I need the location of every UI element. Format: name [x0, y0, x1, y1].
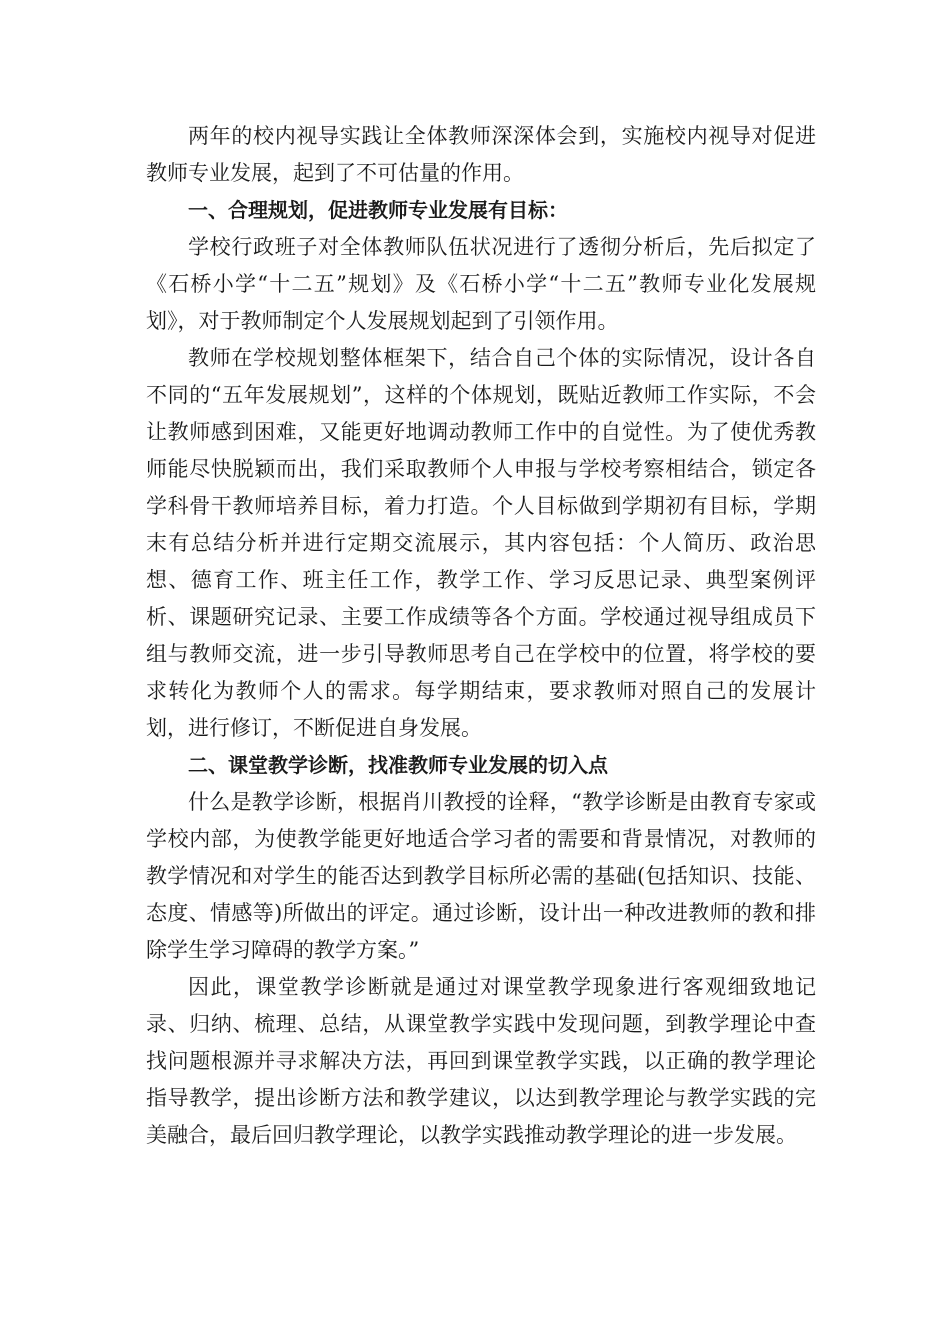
- section-1-paragraph: 教师在学校规划整体框架下，结合自己个体的实际情况，设计各自不同的“五年发展规划”，这样的个体规划，既贴近教师工作实际，不会让教师感到困难，又能更好地调动教师工作中的自觉性。为了使优秀教师能尽快脱颖而出，我们采取教师个人申报与学校考察相结合，锁定各学科骨干教师培养目标，着力打造。个人目标做到学期初有目标，学期末有总结分析并进行定期交流展示，其内容包括：个人简历、政治思想、德育工作、班主任工作，教学工作、学习反思记录、典型案例评析、课题研究记录、主要工作成绩等各个方面。学校通过视导组成员下组与教师交流，进一步引导教师思考自己在学校中的位置，将学校的要求转化为教师个人的需求。每学期结束，要求教师对照自己的发展计划，进行修订，不断促进自身发展。: [146, 346, 816, 740]
- section-2-paragraph: 什么是教学诊断，根据肖川教授的诠释，“教学诊断是由教育专家或学校内部，为使教学能更好地适合学习者的需要和背景情况，对教师的教学情况和对学生的能否达到教学目标所必需的基础(包括知识、技能、态度、情感等)所做出的评定。通过诊断，设计出一种改进教师的教和排除学生学习障碍的教学方案。”: [146, 790, 816, 962]
- section-2-heading: 二、课堂教学诊断，找准教师专业发展的切入点: [188, 753, 608, 777]
- document-page: [146, 118, 816, 1154]
- section-1-heading: 一、合理规划，促进教师专业发展有目标：: [188, 198, 568, 222]
- section-2-paragraph: 因此，课堂教学诊断就是通过对课堂教学现象进行客观细致地记录、归纳、梳理、总结，从课堂教学实践中发现问题，到教学理论中查找问题根源并寻求解决方法，再回到课堂教学实践，以正确的教学理论指导教学，提出诊断方法和教学建议，以达到教学理论与教学实践的完美融合，最后回归教学理论，以教学实践推动教学理论的进一步发展。: [146, 975, 816, 1147]
- intro-paragraph: 两年的校内视导实践让全体教师深深体会到，实施校内视导对促进教师专业发展，起到了不可估量的作用。: [146, 124, 816, 185]
- section-1-paragraph: 学校行政班子对全体教师队伍状况进行了透彻分析后，先后拟定了《石桥小学“十二五”规划》及《石桥小学“十二五”教师专业化发展规划》，对于教师制定个人发展规划起到了引领作用。: [146, 235, 816, 333]
